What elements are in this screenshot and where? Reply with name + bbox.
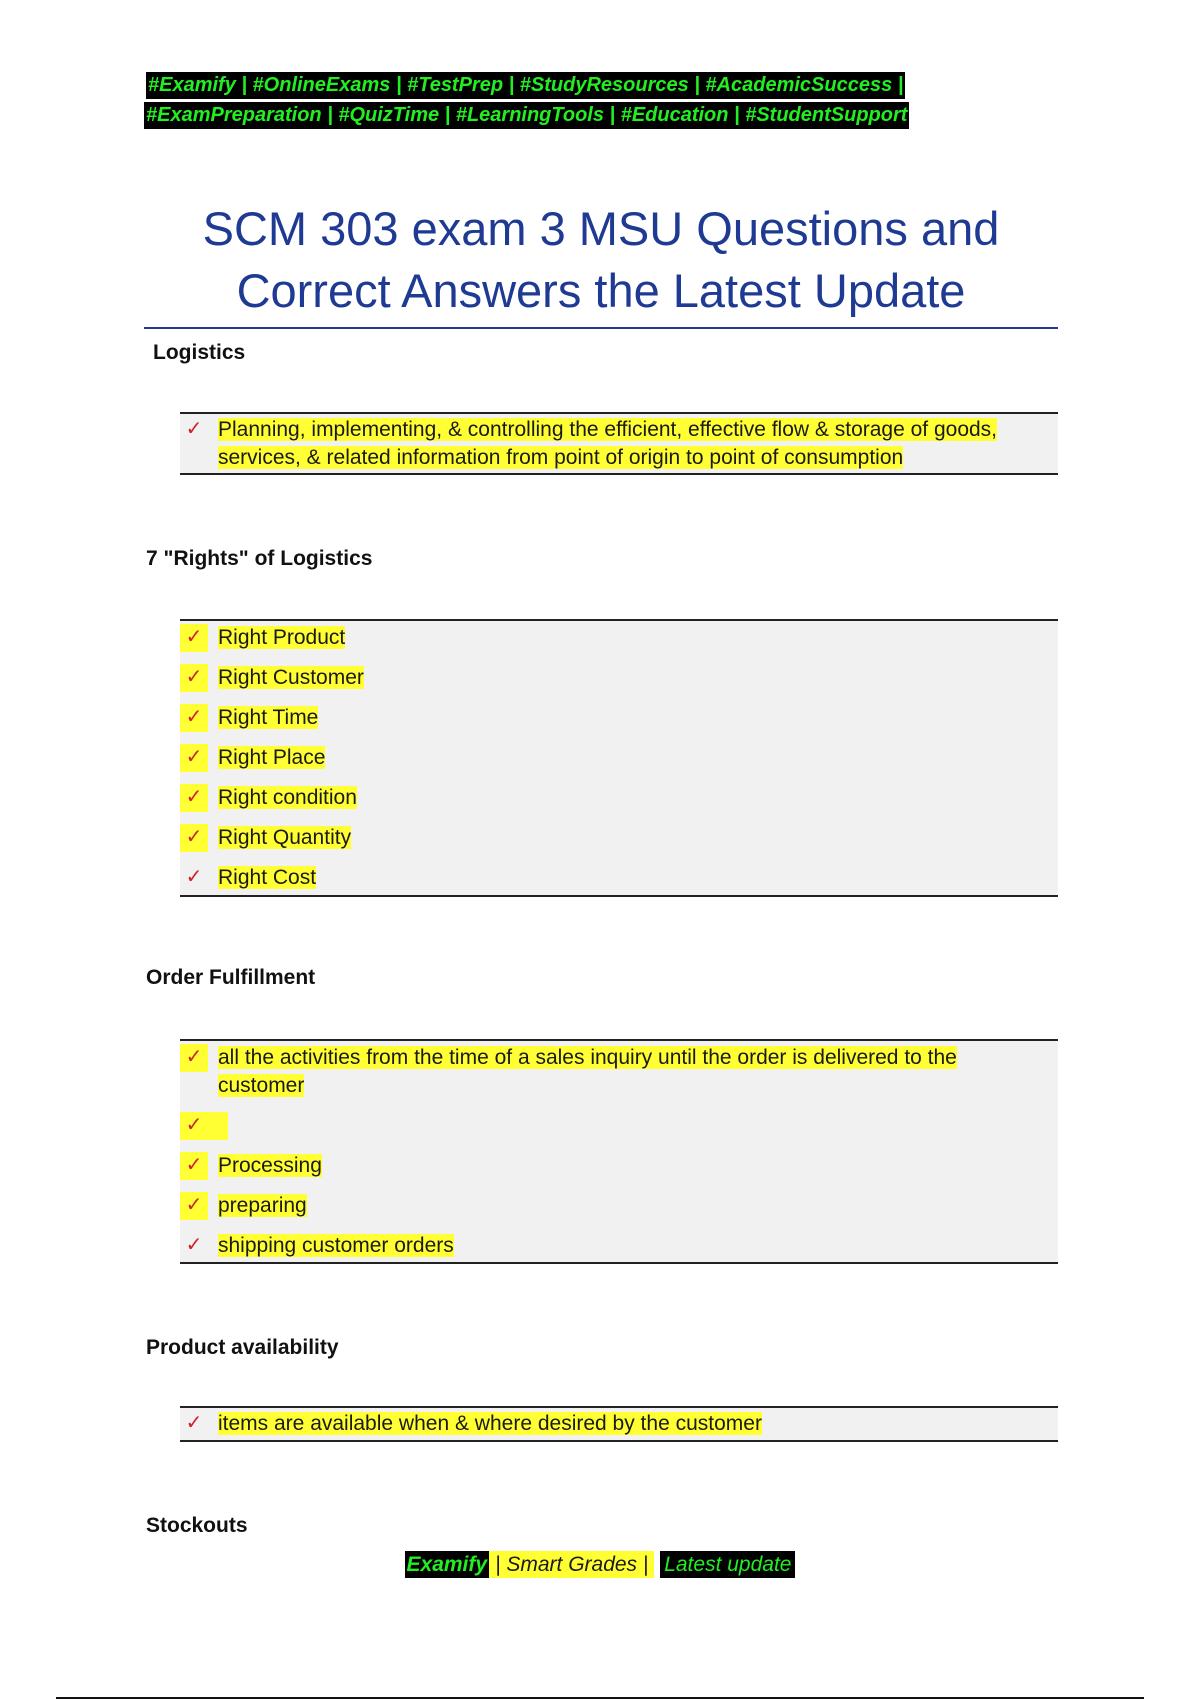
title-line-1: SCM 303 exam 3 MSU Questions and	[202, 202, 1000, 255]
bottom-divider	[56, 1697, 1144, 1699]
list-item: ✓ Right Place	[180, 744, 1058, 772]
footer-brand: Examify	[406, 1553, 488, 1576]
checkmark-icon: ✓	[180, 784, 208, 812]
checkmark-icon: ✓	[185, 1234, 203, 1256]
checkmark-icon: ✓	[180, 1152, 208, 1180]
list-item: ✓ all the activities from the time of a sales inquiry until the order is delivered to the customer	[180, 1044, 1058, 1100]
hashtag-line-2: #ExamPreparation | #QuizTime | #LearningTools | #Education | #StudentSupport	[144, 100, 1058, 130]
list-item: ✓ preparing	[180, 1192, 1058, 1220]
checkmark-icon: ✓	[180, 824, 208, 852]
title-divider	[144, 327, 1058, 329]
answer-box-product-availability	[180, 1406, 1058, 1442]
checkmark-icon: ✓	[185, 866, 203, 888]
checkmark-icon: ✓	[180, 624, 208, 652]
section-heading-product-availability: Product availability	[146, 1336, 339, 1359]
checkmark-icon: ✓	[180, 1112, 208, 1140]
list-item	[180, 1112, 1058, 1140]
section-heading-logistics: Logistics	[153, 341, 246, 364]
list-item: ✓ Right Quantity	[180, 824, 1058, 852]
checkmark-icon: ✓	[185, 1412, 203, 1434]
section-heading-7-rights: 7 "Rights" of Logistics	[146, 547, 373, 570]
list-item: ✓ Right Customer	[180, 664, 1058, 692]
checkmark-icon: ✓	[180, 1044, 208, 1072]
hashtag-line-1: #Examify | #OnlineExams | #TestPrep | #StudyResources | #AcademicSuccess |	[146, 70, 1058, 100]
answer-box-7-rights	[180, 619, 1058, 897]
answer-box-logistics	[180, 412, 1058, 475]
footer-latest-update: Latest update	[660, 1551, 795, 1578]
checkmark-icon: ✓	[180, 744, 208, 772]
checkmark-icon: ✓	[180, 664, 208, 692]
list-item: ✓ Right Time	[180, 704, 1058, 732]
hashtag-header	[146, 70, 1058, 130]
list-item: ✓ Planning, implementing, & controlling the efficient, effective flow & storage of goods, services, & related information from point of origin to point of consumption	[180, 416, 1058, 472]
checkmark-icon: ✓	[185, 418, 203, 440]
title-line-2: Correct Answers the Latest Update	[236, 264, 966, 317]
list-item: ✓ Right Product	[180, 624, 1058, 652]
footer-smart-grades: | Smart Grades |	[489, 1551, 654, 1578]
answer-box-order-fulfillment	[180, 1039, 1058, 1264]
list-item: ✓ Processing	[180, 1152, 1058, 1180]
list-item: ✓ Right Cost	[180, 864, 1058, 892]
checkmark-icon: ✓	[180, 1192, 208, 1220]
section-heading-order-fulfillment: Order Fulfillment	[146, 966, 316, 989]
page-title	[146, 198, 1056, 322]
section-heading-stockouts: Stockouts	[146, 1514, 248, 1537]
list-item: ✓ shipping customer orders	[180, 1232, 1058, 1260]
checkmark-icon: ✓	[180, 704, 208, 732]
footer-branding	[0, 1553, 1200, 1577]
list-item: ✓ Right condition	[180, 784, 1058, 812]
list-item: ✓ items are available when & where desired by the customer	[180, 1410, 1058, 1438]
